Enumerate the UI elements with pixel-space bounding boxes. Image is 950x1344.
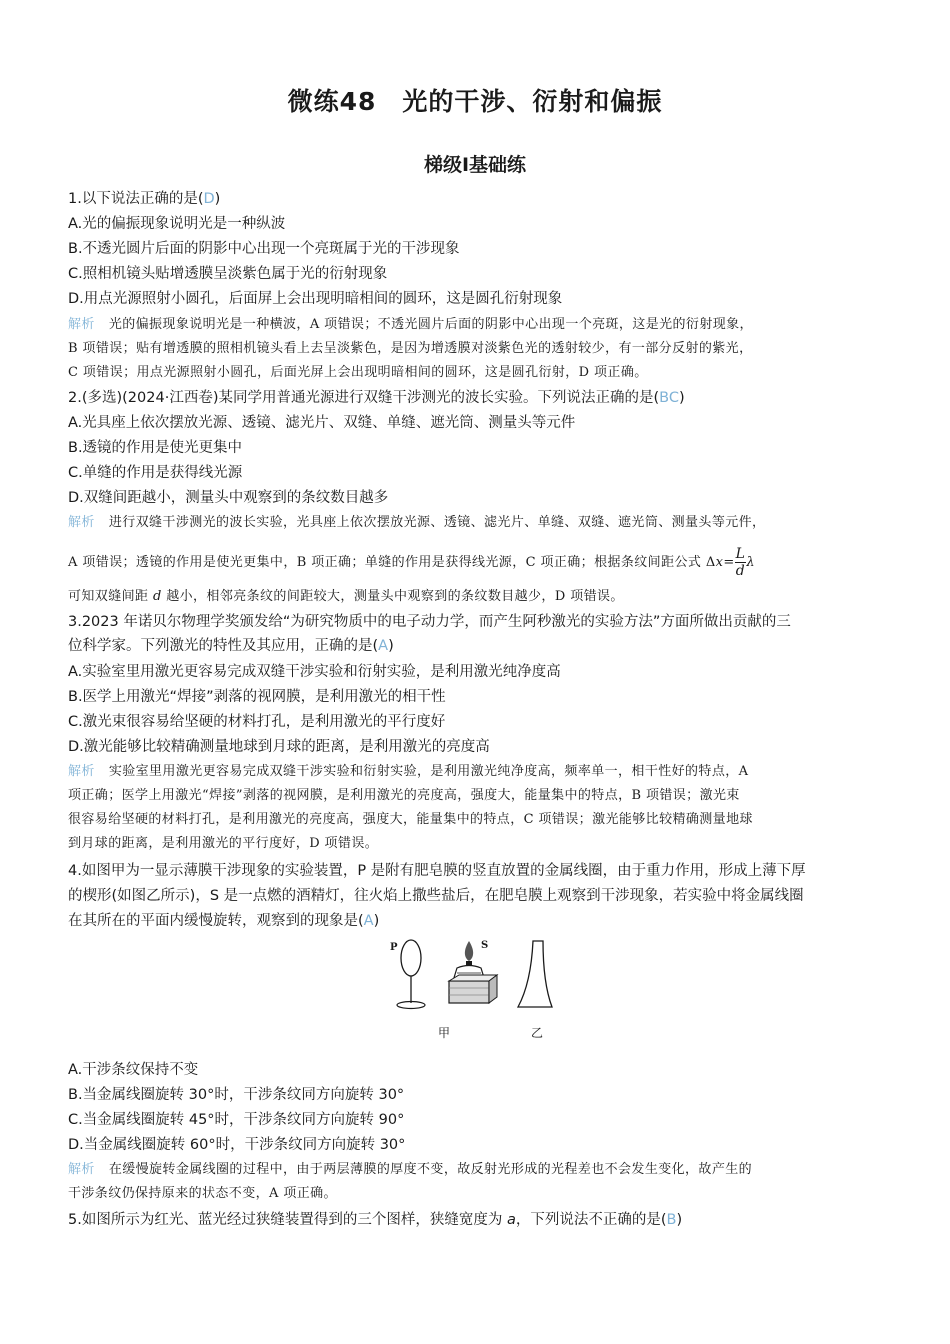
answer-5: B <box>666 1212 677 1228</box>
question-3-stem-line-2: 位科学家。下列激光的特性及其应用，正确的是(A) <box>68 638 394 654</box>
question-1-stem: 1.以下说法正确的是(D) <box>68 191 221 207</box>
wooden-block <box>449 981 489 1003</box>
analysis-label: 解析 <box>68 1162 95 1177</box>
q3-analysis-line-2: 项正确；医学上用激光“焊接”剥落的视网膜，是利用激光的亮度高，强度大，能量集中的特点，B 项错误；激光束 <box>68 788 740 803</box>
answer-2: BC <box>659 390 679 406</box>
answer-1: D <box>203 191 215 207</box>
question-3-stem-line-1: 3.2023 年诺贝尔物理学奖颁发给“为研究物质中的电子动力学，而产生阿秒激光的实验方法”方面所做出贡献的三 <box>68 614 791 630</box>
q3-option-a: A.实验室里用激光更容易完成双缝干涉实验和衍射实验，是利用激光纯净度高 <box>68 664 561 680</box>
q2-option-d: D.双缝间距越小，测量头中观察到的条纹数目越多 <box>68 490 389 506</box>
q4-option-c: C.当金属线圈旋转 45°时，干涉条纹同方向旋转 90° <box>68 1112 405 1128</box>
q4-analysis-line-1: 解析 在缓慢旋转金属线圈的过程中，由于两层薄膜的厚度不变，故反射光形成的光程差也不会发生变化，故产生的 <box>68 1162 753 1177</box>
q4-option-b: B.当金属线圈旋转 30°时，干涉条纹同方向旋转 30° <box>68 1087 405 1103</box>
page-title: 微练48 光的干涉、衍射和偏振 <box>287 87 663 116</box>
caption-yi: 乙 <box>531 1026 544 1040</box>
question-4-stem-line-1: 4.如图甲为一显示薄膜干涉现象的实验装置，P 是附有肥皂膜的竖直放置的金属线圈，由于重力作用，形成上薄下厚 <box>68 863 806 879</box>
q1-analysis-line-1: 解析 光的偏振现象说明光是一种横波，A 项错误；不透光圆片后面的阴影中心出现一个亮斑，这是光的衍射现象， <box>68 317 753 332</box>
label-s: S <box>481 940 489 951</box>
q1-option-a: A.光的偏振现象说明光是一种纵波 <box>68 216 286 232</box>
q3-option-c: C.激光束很容易给坚硬的材料打孔，是利用激光的平行度好 <box>68 714 446 730</box>
q1-analysis-line-3: C 项错误；用点光源照射小圆孔，后面光屏上会出现明暗相间的圆环，这是圆孔衍射，D 项正确。 <box>68 365 648 380</box>
q2-option-c: C.单缝的作用是获得线光源 <box>68 465 243 481</box>
q2-option-b: B.透镜的作用是使光更集中 <box>68 440 243 456</box>
question-4-stem-line-2: 的楔形(如图乙所示)，S 是一点燃的酒精灯，往火焰上撒些盐后，在肥皂膜上观察到干涉现象，若实验中将金属线圈 <box>68 888 804 904</box>
q1-option-c: C.照相机镜头贴增透膜呈淡紫色属于光的衍射现象 <box>68 266 388 282</box>
label-p: P <box>390 942 398 953</box>
q3-analysis-line-1: 解析 实验室里用激光更容易完成双缝干涉实验和衍射实验，是利用激光纯净度高，频率单一，相干性好的特点，A <box>68 764 749 779</box>
answer-3: A <box>378 638 389 654</box>
analysis-label: 解析 <box>68 317 95 332</box>
wedge-film <box>518 941 552 1007</box>
q3-analysis-line-4: 到月球的距离，是利用激光的平行度好，D 项错误。 <box>68 836 379 851</box>
q2-option-a: A.光具座上依次摆放光源、透镜、滤光片、双缝、单缝、遮光筒、测量头等元件 <box>68 415 576 431</box>
answer-4: A <box>363 913 374 929</box>
q4-analysis-line-2: 干涉条纹仍保持原来的状态不变，A 项正确。 <box>68 1186 337 1201</box>
q1-analysis-line-2: B 项错误；贴有增透膜的照相机镜头看上去呈淡紫色，是因为增透膜对淡紫色光的透射较少，有一部分反射的紫光， <box>68 341 753 356</box>
apparatus-figure <box>385 933 565 1043</box>
section-title: 梯级Ⅰ基础练 <box>423 154 527 176</box>
analysis-label: 解析 <box>68 764 95 779</box>
fraction-l-over-d: $\frac{L}{d}$ <box>735 546 746 579</box>
q4-option-a: A.干涉条纹保持不变 <box>68 1062 199 1078</box>
q2-analysis-line-2: A 项错误；透镜的作用是使光更集中，B 项正确；单缝的作用是获得线光源，C 项正确；根据条纹间距公式 Δx= $\frac{L}{d}$ λ <box>68 546 755 579</box>
q3-option-d: D.激光能够比较精确测量地球到月球的距离，是利用激光的亮度高 <box>68 739 490 755</box>
question-5-stem: 5.如图所示为红光、蓝光经过狭缝装置得到的三个图样，狭缝宽度为 a，下列说法不正确的是(B) <box>68 1212 683 1228</box>
q2-analysis-line-1: 解析 进行双缝干涉测光的波长实验，光具座上依次摆放光源、透镜、滤光片、单缝、双缝、遮光筒、测量头等元件， <box>68 515 766 530</box>
q3-option-b: B.医学上用激光“焊接”剥落的视网膜，是利用激光的相干性 <box>68 689 446 705</box>
flame <box>465 941 473 961</box>
q3-analysis-line-3: 很容易给坚硬的材料打孔，是利用激光的亮度高，强度大，能量集中的特点，C 项错误；激光能够比较精确测量地球 <box>68 812 753 827</box>
q4-option-d: D.当金属线圈旋转 60°时，干涉条纹同方向旋转 30° <box>68 1137 406 1153</box>
q1-option-b: B.不透光圆片后面的阴影中心出现一个亮斑属于光的干涉现象 <box>68 241 460 257</box>
q1-option-d: D.用点光源照射小圆孔，后面屏上会出现明暗相间的圆环，这是圆孔衍射现象 <box>68 291 563 307</box>
analysis-label: 解析 <box>68 515 95 530</box>
wire-loop <box>401 940 421 976</box>
question-4-stem-line-3: 在其所在的平面内缓慢旋转，观察到的现象是(A) <box>68 913 380 929</box>
q2-analysis-line-3: 可知双缝间距 d 越小，相邻亮条纹的间距较大，测量头中观察到的条纹数目越少，D 项错误。 <box>68 589 624 604</box>
caption-jia: 甲 <box>438 1026 451 1040</box>
question-2-stem: 2.(多选)(2024·江西卷)某同学用普通光源进行双缝干涉测光的波长实验。下列说法正确的是(BC) <box>68 390 685 406</box>
